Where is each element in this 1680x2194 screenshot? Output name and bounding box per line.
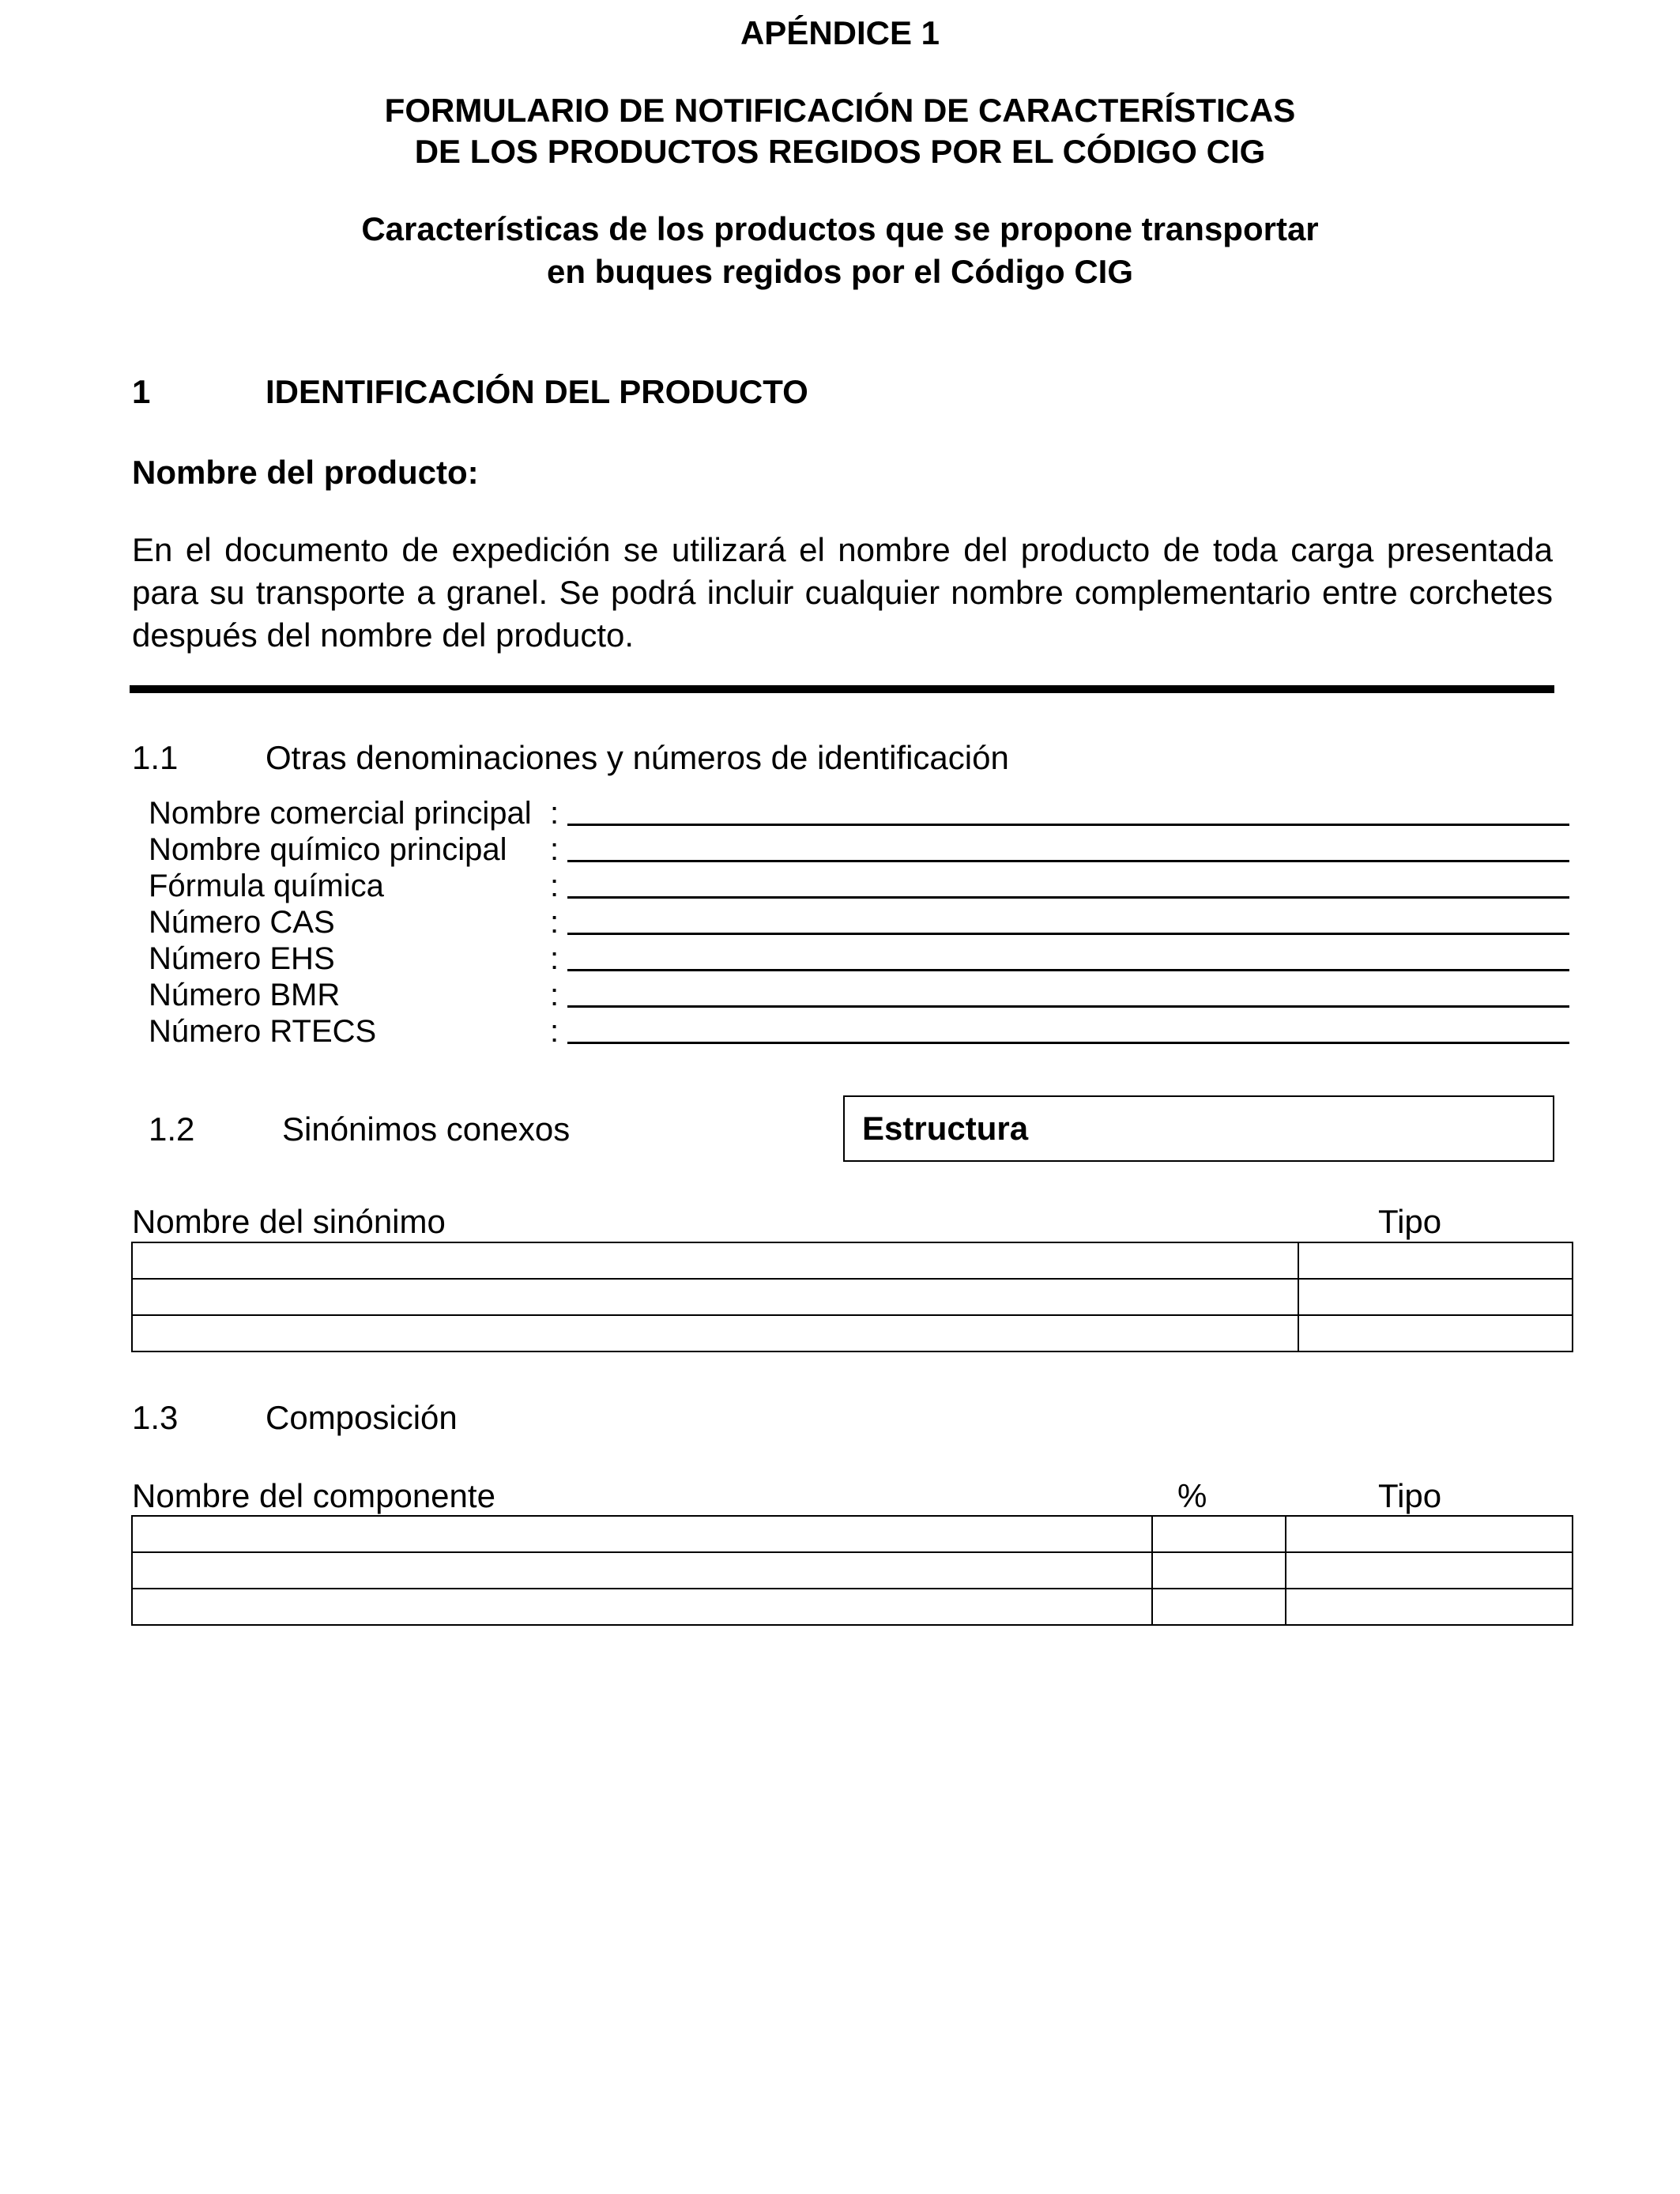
component-percent-header: % <box>1177 1477 1207 1514</box>
structure-box[interactable] <box>843 1095 1554 1162</box>
synonyms-table <box>131 1242 1573 1352</box>
product-name-label: Nombre del producto: <box>132 454 479 491</box>
component-name-header: Nombre del componente <box>132 1477 495 1514</box>
synonym-name-header: Nombre del sinónimo <box>132 1203 446 1240</box>
component-type-cell[interactable] <box>1286 1589 1573 1625</box>
formula-input-line[interactable] <box>567 896 1569 899</box>
section-1-1-title: Otras denominaciones y números de identificación <box>266 739 1009 776</box>
table-row <box>132 1315 1573 1351</box>
synonym-name-cell[interactable] <box>132 1242 1298 1279</box>
field-colon: : <box>550 905 559 940</box>
structure-label: Estructura <box>862 1110 1029 1147</box>
ehs-input-line[interactable] <box>567 969 1569 971</box>
table-row <box>132 1516 1573 1552</box>
component-type-cell[interactable] <box>1286 1516 1573 1552</box>
table-row <box>132 1552 1573 1589</box>
subtitle-line1: Características de los productos que se propone transportar <box>361 210 1319 247</box>
component-type-cell[interactable] <box>1286 1552 1573 1589</box>
field-colon: : <box>550 941 559 976</box>
section-1-2-number: 1.2 <box>149 1110 195 1148</box>
field-colon: : <box>550 796 559 831</box>
synonym-type-cell[interactable] <box>1298 1315 1573 1351</box>
form-title-line1: FORMULARIO DE NOTIFICACIÓN DE CARACTERÍSTICAS <box>384 92 1296 129</box>
component-percent-cell[interactable] <box>1152 1516 1286 1552</box>
component-percent-cell[interactable] <box>1152 1552 1286 1589</box>
synonym-type-cell[interactable] <box>1298 1242 1573 1279</box>
rtecs-input-line[interactable] <box>567 1042 1569 1044</box>
component-name-cell[interactable] <box>132 1552 1152 1589</box>
component-percent-cell[interactable] <box>1152 1589 1286 1625</box>
subtitle-line2: en buques regidos por el Código CIG <box>546 253 1134 290</box>
section-1-2-title: Sinónimos conexos <box>282 1110 571 1148</box>
field-colon: : <box>550 869 559 903</box>
form-title-line2: DE LOS PRODUCTOS REGIDOS POR EL CÓDIGO CIG <box>414 133 1266 170</box>
field-label: Nombre químico principal <box>149 832 507 867</box>
section-1-paragraph: En el documento de expedición se utilizará el nombre del producto de toda carga presentada para su transporte a granel. Se podrá incluir cualquier nombre complementario entre corchetes después del nombre del producto. <box>132 531 1553 654</box>
table-row <box>132 1589 1573 1625</box>
cas-input-line[interactable] <box>567 933 1569 935</box>
synonym-type-cell[interactable] <box>1298 1279 1573 1315</box>
component-type-header: Tipo <box>1378 1477 1442 1514</box>
section-divider <box>130 685 1554 693</box>
field-label: Número CAS <box>149 905 335 940</box>
field-colon: : <box>550 832 559 867</box>
field-label: Nombre comercial principal <box>149 796 532 831</box>
composition-table <box>131 1515 1573 1626</box>
field-label: Número BMR <box>149 978 341 1012</box>
section-1-number: 1 <box>132 373 151 410</box>
field-label: Fórmula química <box>149 869 384 903</box>
bmr-input-line[interactable] <box>567 1005 1569 1008</box>
trade-name-input-line[interactable] <box>567 824 1569 826</box>
section-1-title: IDENTIFICACIÓN DEL PRODUCTO <box>266 373 808 410</box>
synonym-name-cell[interactable] <box>132 1315 1298 1351</box>
section-1-3-title: Composición <box>266 1399 458 1436</box>
table-row <box>132 1242 1573 1279</box>
appendix-title: APÉNDICE 1 <box>740 14 940 51</box>
section-1-1-number: 1.1 <box>132 739 179 776</box>
component-name-cell[interactable] <box>132 1589 1152 1625</box>
synonym-type-header: Tipo <box>1378 1203 1442 1240</box>
synonym-name-cell[interactable] <box>132 1279 1298 1315</box>
field-label: Número RTECS <box>149 1014 377 1049</box>
component-name-cell[interactable] <box>132 1516 1152 1552</box>
chemical-name-input-line[interactable] <box>567 860 1569 862</box>
field-colon: : <box>550 978 559 1012</box>
field-colon: : <box>550 1014 559 1049</box>
table-row <box>132 1279 1573 1315</box>
section-1-3-number: 1.3 <box>132 1399 179 1436</box>
field-label: Número EHS <box>149 941 335 976</box>
